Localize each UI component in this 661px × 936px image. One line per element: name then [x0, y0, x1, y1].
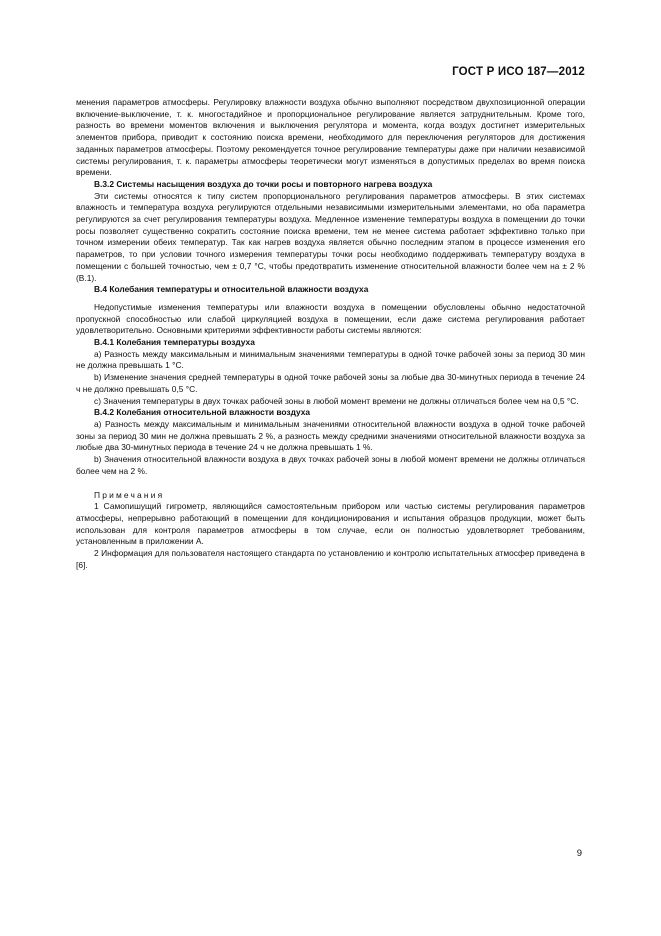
item-b41-b: b) Изменение значения средней температуры в одной точке рабочей зоны за любые два 30-минутных периода в течение 24 ч не должно превышать 0,5 °С. [76, 372, 585, 394]
document-body [76, 97, 585, 571]
section-b32-heading: В.3.2 Системы насыщения воздуха до точки росы и повторного нагрева воздуха [94, 178, 433, 189]
intro-paragraph: менения параметров атмосферы. Регулировку влажности воздуха обычно выполняют посредством двухпозиционной операции включение-выключение, т. к. многостадийное и пропорциональное регулирование является затруднительным. Кроме того, разность во времени моментов включения и выключения регулятора и момента, когда воздух достигнет измерительных элементов прибора, приводит к состоянию поиска времени, необходимого для переключения регуляторов для достижения заданных параметров атмосферы. Поэтому рекомендуется точное регулирование температуры даже при наличии независимой системы регулирования, т. к. параметры атмосферы теоретически могут изменяться в допустимых пределах во время поиска времени. [76, 97, 585, 178]
section-b4-heading: В.4 Колебания температуры и относительной влажности воздуха [94, 284, 369, 295]
item-b41-c: с) Значения температуры в двух точках рабочей зоны в любой момент времени не должны отличаться более чем на 0,5 °С. [94, 395, 579, 406]
section-b42-heading: В.4.2 Колебания относительной влажности воздуха [94, 407, 311, 418]
notes-heading: Примечания [94, 489, 165, 500]
page-number: 9 [576, 848, 582, 859]
item-b42-b: b) Значения относительной влажности воздуха в двух точках рабочей зоны в любой момент времени не должны отличаться более чем на 2 %. [76, 454, 585, 476]
item-b42-a: а) Разность между максимальным и минимальным значениями относительной влажности воздуха в одной точке рабочей зоны за период 30 мин не должна превышать 2 %, а разность между средними значениями относительной влажности воздуха за любые два 30-минутных периода в течение 24 ч не должна превышать 1 %. [76, 418, 585, 453]
item-b41-a: а) Разность между максимальным и минимальным значениями температуры в одной точке рабочей зоны за период 30 мин не должна превышать 1 °С. [76, 348, 585, 371]
section-b4-paragraph: Недопустимые изменения температуры или влажности воздуха в помещении обусловлены обычно недостаточной пропускной способностью или слабой циркуляцией воздуха в помещении, если даже система регулирования работает удовлетворительно. Основными критериями эффективности работы системы являются: [76, 301, 585, 336]
spacer [76, 478, 585, 484]
document-header: ГОСТ Р ИСО 187—2012 [452, 66, 585, 78]
note-1: 1 Самопишущий гигрометр, являющийся самостоятельным прибором или частью системы регулирования параметров атмосферы, непрерывно работающий в помещении для кондиционирования и испытания образцов продукции, может быть использован для контроля параметров атмосферы в том случае, если он полностью удовлетворяет требованиям, установленным в приложении А. [76, 501, 585, 547]
note-2: 2 Информация для пользователя настоящего стандарта по установлению и контролю испытательных атмосфер приведена в [6]. [76, 548, 585, 570]
section-b41-heading: В.4.1 Колебания температуры воздуха [94, 337, 255, 348]
section-b32-paragraph: Эти системы относятся к типу систем пропорционального регулирования параметров атмосферы. В этих системах влажность и температура воздуха регулируются отдельными независимыми измерительными элементами, но оба параметра регулируются за счет регулирования температуры воздуха. Медленное изменение температуры воздуха в помещении до точки росы позволяет существенно сократить состояние поиска времени, тем не менее система работает эффективно только при точном измерении обеих температур. Так как нагрев воздуха является обычно последним этапом в процессе изменения его параметров, то при условии точного измерения температуры точки росы необходимо поддерживать температуру воздуха в помещении с большей точностью, чем ± 0,7 °С, чтобы предотвратить изменение относительной влажности более чем на ± 2 % (В.1). [76, 190, 585, 283]
